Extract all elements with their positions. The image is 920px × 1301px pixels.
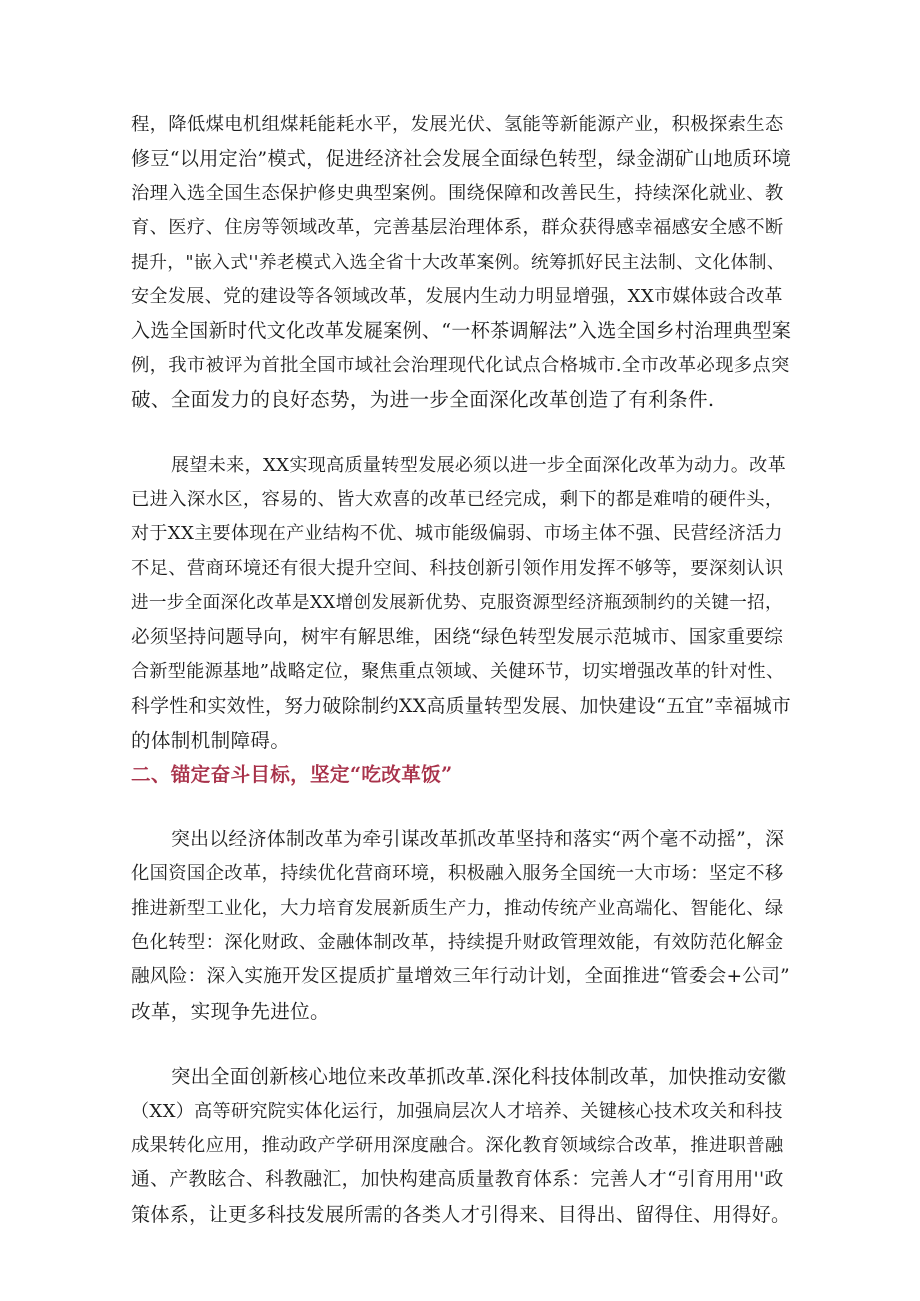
text-line: 推进新型工业化，大力培育发展新质生产力，推动传统产业高端化、智能化、绿: [131, 897, 784, 919]
text-line: 不足、营商环境还有很大提升空间、科技创新引领作用发挥不够等，要深刻认识: [131, 557, 784, 579]
text-line: 提升，"嵌入式''养老模式入选全省十大改革案例。统筹抓好民主法制、文化体制、: [131, 251, 785, 273]
text-line: 入选全国新时代文化改革发屣案例、“一杯茶调解法”入选全国乡村治理典型案: [131, 319, 792, 343]
text-line: 策体系，让更多科技发展所需的各类人才引得来、目得出、留得住、用得好。: [131, 1202, 791, 1226]
paragraph-4: [131, 1060, 791, 1232]
text-line: 成果转化应用，推动政产学研用深度融合。深化教育领域综合改革，推进职普融: [131, 1134, 784, 1156]
text-line: 化国资国企改革，持续优化营商环境，积极融入服务全国统一大市场：坚定不移: [131, 863, 784, 885]
document-body: [131, 108, 791, 1232]
text-line: 程，降低煤电机组煤耗能耗水平，发展光伏、氢能等新能源产业，积极探索生态: [131, 114, 784, 135]
text-line: 治理入选全国生态保护修史典型案例。围绕保障和改善民生，持续深化就业、教: [131, 182, 784, 204]
text-line: 通、产教眩合、科教融汇，加快构建高质量教育体系：完善人才“引育用用''政: [131, 1169, 784, 1191]
text-line: 例，我市被评为首批全国市域社会治理现代化试点合格城市.全市改革必现多点突: [131, 354, 790, 376]
paragraph-2: [131, 449, 791, 759]
text-line: 育、医疗、住房等领域改革，完善基层治理体系，群众获得感幸福感安全感不断: [131, 217, 784, 239]
text-line: 对于XX主要体现在产业结构不优、城市能级偏弱、市场主体不强、民营经济活力: [131, 523, 783, 545]
text-line: 科学性和实效性，努力破除制约XX高质量转型发展、加快建设“五宜”幸福城市: [131, 695, 791, 717]
text-line: 破、全面发力的良好态势，为进一步全面深化改革创造了有利条件.: [131, 388, 715, 412]
text-line: 突出以经济体制改革为牵引谋改革抓改革坚持和落实“两个毫不动摇”，深: [171, 828, 785, 850]
text-line: 合新型能源基地”战略定位，聚焦重点领域、关健环节，切实增强改革的针对性、: [131, 661, 785, 683]
text-line: （XX）高等研究院实体化运行，加强扃层次人才培养、关键核心技术攻关和科技: [131, 1100, 783, 1122]
text-line: 展望未来，XX实现高质量转型发展必须以进一步全面深化改革为动力。改革: [171, 454, 786, 476]
text-line: 改革，实现争先进位。: [131, 999, 330, 1023]
text-line: 修豆“以用定治”模式，促进经济社会发展全面绿色转型，绿金湖矿山地质环境: [131, 147, 792, 171]
section-heading: 二、锚定奋斗目标，坚定“吃改革饭”: [131, 763, 453, 787]
text-line: 安全发展、党的建设等各领域改革，发展内生动力明显增强，XX市媒体豉合改革: [131, 286, 783, 308]
paragraph-1: [131, 108, 791, 418]
text-line: 融风险：深入实施开发区提质扩量增效三年行动计划，全面推进“管委会+公司”: [131, 966, 790, 988]
text-line: 的体制机制障碍。: [131, 728, 291, 752]
text-line: 已进入深水区，容易的、皆大欢喜的改革已经完成，剩下的都是难啃的硬件头，: [131, 489, 784, 511]
text-line: 色化转型：深化财政、金融体制改革，持续提升财政管理效能，有效防范化解金: [131, 931, 784, 953]
text-line: 突出全面创新核心地位来改革抓改革.深化科技体制改革，加快推动安徽: [171, 1065, 787, 1089]
text-line: 必须坚持问题导向，树牢有解思维，困绕“绿色转型发展示范城市、国家重要综: [131, 626, 784, 648]
text-line: 进一步全面深化改革是XX增创发展新优势、克服资源型经济瓶颈制约的关键一招，: [131, 593, 783, 614]
paragraph-3: [131, 823, 791, 1029]
